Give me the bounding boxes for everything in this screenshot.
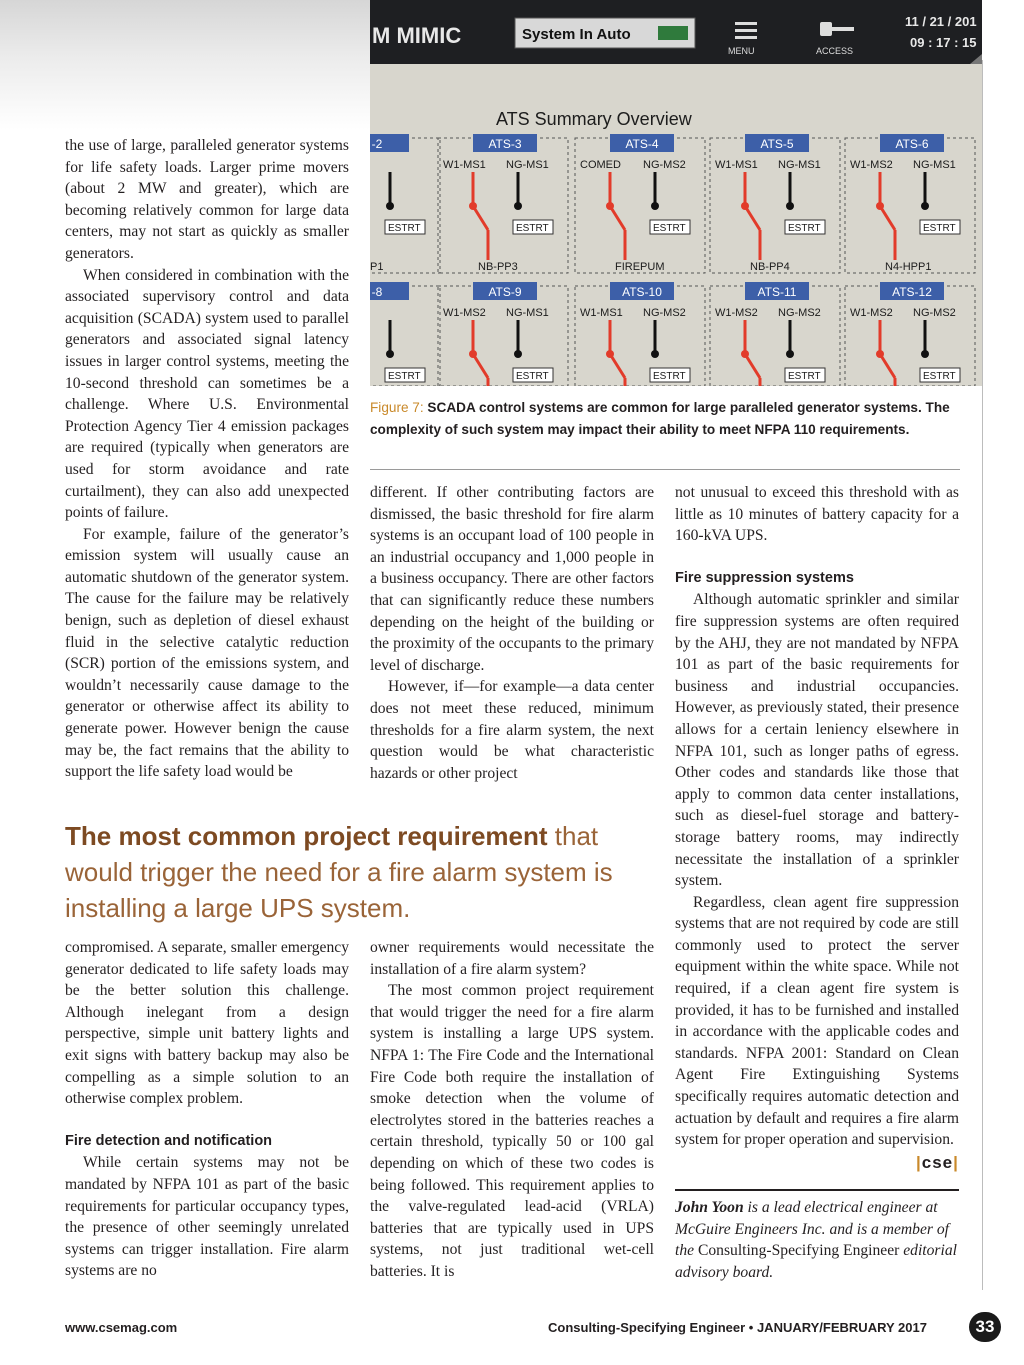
ats-pivot [741,202,749,210]
pull-quote-bold: The most common project requirement [65,821,548,851]
ats-pivot [606,350,614,358]
ats-source-1: COMED [580,159,621,171]
ats-pivot-black [786,350,794,358]
ats-source-1: W1-MS2 [715,307,758,319]
author-bio [675,1197,959,1283]
bio-publication: Consulting-Specifying Engineer [697,1242,900,1260]
ats-left-load-label: P1 [370,261,384,273]
menu-icon[interactable] [735,22,757,39]
ats-source-2: NG-MS2 [643,159,686,171]
ats-pivot-black [386,350,394,358]
ats-name: -2 [371,137,383,151]
ats-pivot-black [921,202,929,210]
footer-website[interactable]: www.csemag.com [65,1320,178,1335]
ats-load-label: NB-PP4 [750,261,790,273]
ats-source-1: W1-MS2 [850,307,893,319]
page-edge-line [982,60,983,1290]
page-number: 33 [969,1312,1001,1342]
ats-estrt-label: ESTRT [388,223,421,234]
caption-text: SCADA control systems are common for large paralleled generator systems. The complexity of such system may impact their ability to meet NFPA 110 requirements. [370,400,950,437]
col3-paragraph-2: Although automatic sprinkler and similar fire suppression systems are often required by the AHJ, they are not mandated by NFPA 101 as part of the basic requirements for business and industrial occupancies. However, as previously stated, their presence allows for a certain leniency elsewhere in NFPA 101, such as longer paths of egress. Other codes and standards like those that apply to common data center installations, such as diesel-fuel storage and battery-storage battery rooms, may indirectly necessitate the installation of a sprinkler system. [675,591,959,890]
ats-source-2: NG-MS2 [913,307,956,319]
ats-estrt-label: ESTRT [516,223,549,234]
ats-pivot [741,350,749,358]
ats-pivot-black [921,350,929,358]
col1-paragraph-5: While certain systems may not be mandated by NFPA 101 as part of the basic requirements for particular occupancy types, the presence of other seemingly unrelated systems can trigger installation. Fire alarm systems are no [65,1154,349,1280]
ats-estrt-label: ESTRT [923,371,956,382]
footer-publication: Consulting-Specifying Engineer • JANUARY/FEBRUARY 2017 [548,1320,927,1335]
bio-rule [675,1189,959,1191]
ats-source-1: W1-MS1 [443,159,486,171]
ats-pivot-black [786,202,794,210]
col2-paragraph-2: However, if—for example—a data center does not meet these reduced, minimum thresholds for a fire alarm system, the next question would be what characteristic hazards or other project [370,678,654,782]
pull-quote [65,818,665,926]
caption-label: Figure 7: [370,400,424,415]
col3-paragraph-3: Regardless, clean agent fire suppression systems that are not required by code are still commonly used to protect the server equipment within the white space. While not required, if a clean agent fire system is provided, it has to be furnished and installed in accordance with the applicable codes and standards. NFPA 2001: Standard on Clean Agent Fire Extinguishing Systems specifically requires automatic detection and actuation by default and requires a fire alarm system for proper operation and supervision. [675,893,959,1149]
ats-pivot [469,350,477,358]
top-shadow [0,0,370,130]
ats-source-2: NG-MS1 [506,159,549,171]
ats-load-label: N4-HPP1 [885,261,932,273]
ats-source-1: W1-MS1 [580,307,623,319]
ats-source-1: W1-MS2 [850,159,893,171]
ats-name: ATS-6 [895,137,929,151]
ats-estrt-label: ESTRT [788,371,821,382]
column-3 [675,482,959,1151]
ats-pivot-black [514,202,522,210]
bio-text-1: is a lead electrical engineer at McGuire Engineers Inc. and is a member of the [675,1199,949,1260]
ats-estrt-label: ESTRT [516,371,549,382]
figure-caption [370,397,960,440]
section-heading-fire-detection: Fire detection and notification [65,1132,273,1149]
col3-paragraph-1: not unusual to exceed this threshold with as little as 10 minutes of battery capacity for a 160-kVA UPS. [675,484,959,545]
ats-pivot-black [651,350,659,358]
ats-pivot-black [651,202,659,210]
ats-name: ATS-10 [622,285,662,299]
ats-load-label: NB-PP3 [478,261,518,273]
caption-rule [370,469,960,470]
access-label: ACCESS [816,46,854,56]
col1-paragraph-4: compromised. A separate, smaller emergency generator dedicated to life safety loads may be the better solution this challenge. Although inelegant from a design perspective, simple unit battery lights and exit signs with battery backup may also be compelling as a simple solution to an otherwise complex problem. [65,939,349,1108]
column-1-top [65,135,349,783]
bio-name: John Yoon [675,1199,744,1216]
ats-source-1: W1-MS1 [715,159,758,171]
ats-pivot [606,202,614,210]
ats-pivot [469,202,477,210]
section-heading-fire-suppression: Fire suppression systems [675,569,854,586]
pull-quote-rest: that would trigger the need for a fire alarm system is installing a large UPS system. [65,821,613,923]
col2-paragraph-4: The most common project requirement that would trigger the need for a fire alarm system is installing a large UPS system. NFPA 1: The Fire Code and the International Fire Code both require the installation of smoke detection when the volume of electrolytes stored in the batteries reaches a certain threshold, typically 50 or 100 gal depending on which of these two codes is being followed. This requirement applies to the valve-regulated lead-acid (VRLA) batteries that are typically used in UPS systems, not just traditional wet-cell batteries. It is [370,982,654,1280]
ats-estrt-label: ESTRT [788,223,821,234]
screen-title: M MIMIC [372,23,462,48]
ats-name: ATS-9 [488,285,522,299]
ats-pivot [876,202,884,210]
ats-estrt-label: ESTRT [653,223,686,234]
ats-source-1: W1-MS2 [443,307,486,319]
ats-estrt-label: ESTRT [388,371,421,382]
col2-paragraph-3: owner requirements would necessitate the installation of a fire alarm system? [370,939,654,978]
bio-text-2: editorial advisory board. [675,1242,957,1281]
ats-name: ATS-12 [892,285,932,299]
ats-name: -8 [371,285,383,299]
screen-date: 11 / 21 / 201 [905,14,977,29]
ats-name: ATS-5 [760,137,794,151]
overview-title: ATS Summary Overview [496,109,692,129]
col1-paragraph-2: When considered in combination with the associated supervisory control and data acquisition (SCADA) system used to parallel generators and associated signal latency issues in larger control systems, meeting the 10-second threshold can sometimes be a challenge. Where U.S. Environmental Protection Agency Tier 4 emission packages are required (typically when generators are used for storm avoidance and rate curtailment), they can also add unexpected points of failure. [65,266,349,522]
ats-name: ATS-3 [488,137,522,151]
ats-source-2: NG-MS1 [506,307,549,319]
ats-load-label: FIREPUM [615,261,665,273]
status-text: System In Auto [522,26,631,43]
col1-paragraph-3: For example, failure of the generator’s emission system will usually cause an automatic shutdown of the generator system. The cause for the failure may be relatively benign, such as depletion of diesel exhaust fluid in the selective catalytic reduction (SCR) portion of the emissions system, and wouldn’t necessarily cause damage to the generator or otherwise affect its ability to generate power. However benign the cause may be, the fact remains that the ability to support the life safety load would be [65,525,349,781]
ats-name: ATS-4 [625,137,659,151]
col1-paragraph-1: the use of large, paralleled generator systems for life safety loads. Larger prime movers (about 2 MW and greater), which are becoming relatively common for large data centers, may not start as quickly as smaller generators. [65,137,349,262]
ats-source-2: NG-MS2 [778,307,821,319]
column-2-top [370,482,654,784]
ats-pivot [876,350,884,358]
ats-source-2: NG-MS1 [778,159,821,171]
end-mark: |cse| [916,1153,959,1172]
ats-estrt-label: ESTRT [923,223,956,234]
col2-paragraph-1: different. If other contributing factors are dismissed, the basic threshold for fire alarm systems is an occupant load of 100 people in an industrial occupancy and 1,000 people in a business occupancy. There are other factors that can significantly reduce these numbers depending on the height of the building or the proximity of the occupants to the primary level of discharge. [370,484,654,674]
ats-name: ATS-11 [757,285,797,299]
column-2-bottom [370,937,654,1283]
screen-time: 09 : 17 : 15 [910,35,977,50]
menu-label: MENU [728,46,755,56]
ats-pivot-black [386,202,394,210]
figure-photo [370,0,982,386]
ats-estrt-label: ESTRT [653,371,686,382]
status-led [658,26,688,40]
column-1-bottom [65,937,349,1282]
ats-pivot-black [514,350,522,358]
ats-source-2: NG-MS1 [913,159,956,171]
ats-source-2: NG-MS2 [643,307,686,319]
scada-screen-image [370,0,982,386]
